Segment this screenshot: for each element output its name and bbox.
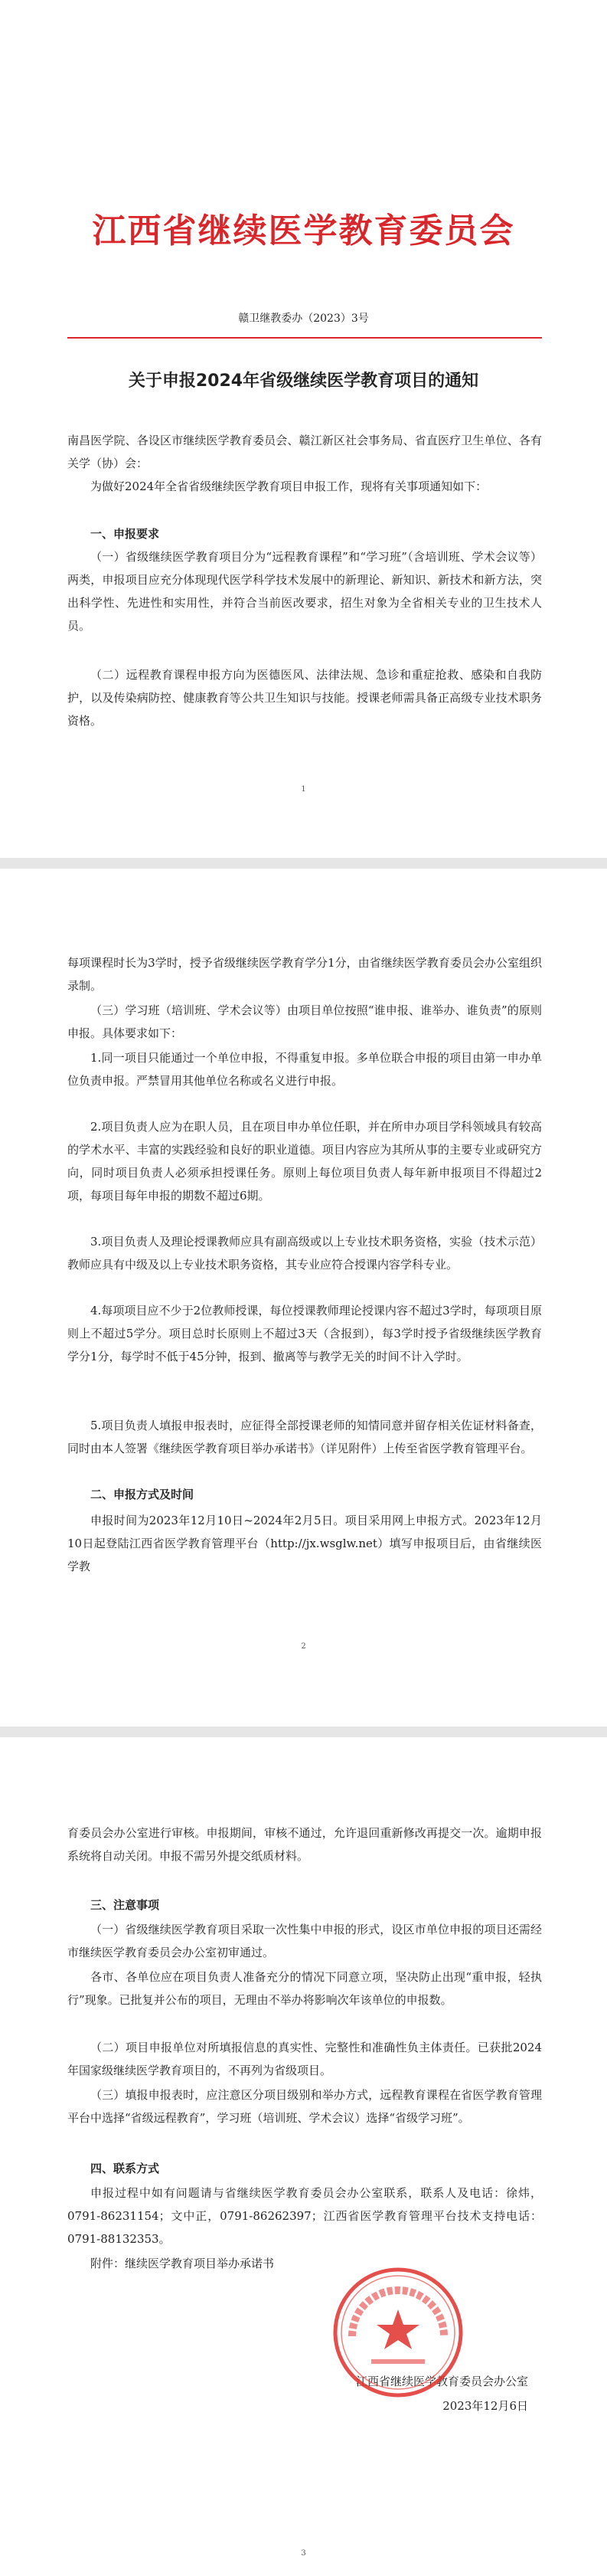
page-number: 3	[301, 2549, 306, 2558]
section-4-heading: 四、联系方式	[90, 2162, 160, 2175]
signature-date: 2023年12月6日	[442, 2399, 528, 2413]
requirement-item-3: 3.项目负责人及理论授课教师应具有副高级或以上专业技术职务资格，实验（技术示范）教师应具有中级及以上专业技术职务资格，其专业应符合授课内容学科专业。	[67, 1235, 542, 1272]
section-4-paragraph: 申报过程中如有问题请与省继续医学教育委员会办公室联系，联系人及电话：徐炜，0791-86231154；文中正，0791-86262397；江西省医学教育管理平台技术支持电话：0791-88132353。	[67, 2186, 542, 2246]
requirement-item-1: 1.同一项目只能通过一个单位申报，不得重复申报。多单位联合申报的项目由第一申办单位负责申报。严禁冒用其他单位名称或名义进行申报。	[67, 1051, 542, 1088]
section-3-heading: 三、注意事项	[90, 1898, 160, 1912]
signature-org: 江西省继续医学教育委员会办公室	[355, 2375, 528, 2388]
continued-text: 每项课程时长为3学时，授予省级继续医学教育学分1分，由省继续医学教育委员会办公室组织录制。	[67, 956, 542, 993]
page-3	[0, 1737, 607, 2576]
page-separator	[0, 858, 607, 869]
requirement-item-2: 2.项目负责人应为在职人员，且在项目申办单位任职，并在所申办项目学科领域具有较高的学术水平、丰富的实践经验和良好的职业道德。项目内容应为其所从事的主要专业或研究方向，同时项目负责人必须承担授课任务。原则上每位项目负责人每年新申报项目不得超过2项，每项目每年申报的期数不超过6期。	[67, 1120, 542, 1203]
page-number: 1	[301, 785, 306, 794]
requirement-item-4: 4.每项项目应不少于2位教师授课，每位授课教师理论授课内容不超过3学时，每项项目原则上不超过5学分。项目总时长原则上不超过3天（含报到），每3学时授予省级继续医学教育学分1分，每学时不低于45分钟，报到、撤离等与教学无关的时间不计入学时。	[67, 1304, 542, 1363]
section-3-paragraph-3: （三）填报申报表时，应注意区分项目级别和举办方式，远程教育课程在省医学教育管理平台中选择“省级远程教育”，学习班（培训班、学术会议）选择“省级学习班”。	[67, 2088, 542, 2125]
section-3-paragraph-2: （二）项目申报单位对所填报信息的真实性、完整性和准确性负主体责任。已获批2024年国家级继续医学教育项目的，不再列为省级项目。	[67, 2041, 542, 2077]
section-1-paragraph-1: （一）省级继续医学教育项目分为“远程教育课程”和“学习班”（含培训班、学术会议等）两类，申报项目应充分体现现代医学科学技术发展中的新理论、新知识、新技术和新方法，突出科学性、先进性和实用性，并符合当前医改要求，招生对象为全省相关专业的卫生技术人员。	[67, 550, 542, 633]
doc-number: 赣卫继教委办（2023）3号	[238, 313, 369, 325]
section-2-paragraph: 申报时间为2023年12月10日~2024年2月5日。项目采用网上申报方式。2023年12月10日起登陆江西省医学教育管理平台（http://jx.wsglw.net）填写申报项目后，由省继续医学教	[67, 1514, 542, 1573]
official-seal-icon	[329, 2263, 467, 2401]
page-2	[0, 869, 607, 1727]
attachment-line: 附件：继续医学教育项目举办承诺书	[90, 2257, 275, 2270]
section-2-heading: 二、申报方式及时间	[90, 1488, 194, 1501]
section-3-paragraph-1: （一）省级继续医学教育项目采取一次性集中申报的形式，设区市单位申报的项目还需经市继续医学教育委员会办公室初审通过。	[67, 1923, 542, 1959]
page-number: 2	[301, 1642, 306, 1651]
requirement-item-5: 5.项目负责人填报申报表时，应征得全部授课老师的知情同意并留存相关佐证材料备查，同时由本人签署《继续医学教育项目举办承诺书》（详见附件）上传至省医学教育管理平台。	[67, 1419, 542, 1455]
section-1-paragraph-3: （三）学习班（培训班、学术会议等）由项目单位按照“谁申报、谁举办、谁负责”的原则申报。具体要求如下：	[67, 1003, 542, 1040]
continued-text: 育委员会办公室进行审核。申报期间，审核不通过，允许退回重新修改再提交一次。逾期申报系统将自动关闭。申报不需另外提交纸质材料。	[67, 1826, 542, 1863]
page-1	[0, 0, 607, 858]
red-divider	[67, 337, 542, 339]
addressee: 南昌医学院、各设区市继续医学教育委员会、赣江新区社会事务局、省直医疗卫生单位、各有关学（协）会：	[67, 434, 542, 470]
section-1-heading: 一、申报要求	[90, 527, 160, 541]
page-separator	[0, 1727, 607, 1737]
notice-title: 关于申报2024年省级继续医学教育项目的通知	[128, 372, 479, 391]
section-3-paragraph-1b: 各市、各单位应在项目负责人准备充分的情况下同意立项，坚决防止出现“重申报，轻执行”现象。已批复并公布的项目，无理由不举办将影响次年该单位的申报数。	[67, 1970, 542, 2007]
section-1-paragraph-2: （二）远程教育课程申报方向为医德医风、法律法规、急诊和重症抢救、感染和自我防护，以及传染病防控、健康教育等公共卫生知识与技能。授课老师需具备正高级专业技术职务资格。	[67, 668, 542, 728]
org-title: 江西省继续医学教育委员会	[92, 211, 515, 250]
intro-paragraph: 为做好2024年全省省级继续医学教育项目申报工作，现将有关事项通知如下：	[90, 480, 488, 493]
